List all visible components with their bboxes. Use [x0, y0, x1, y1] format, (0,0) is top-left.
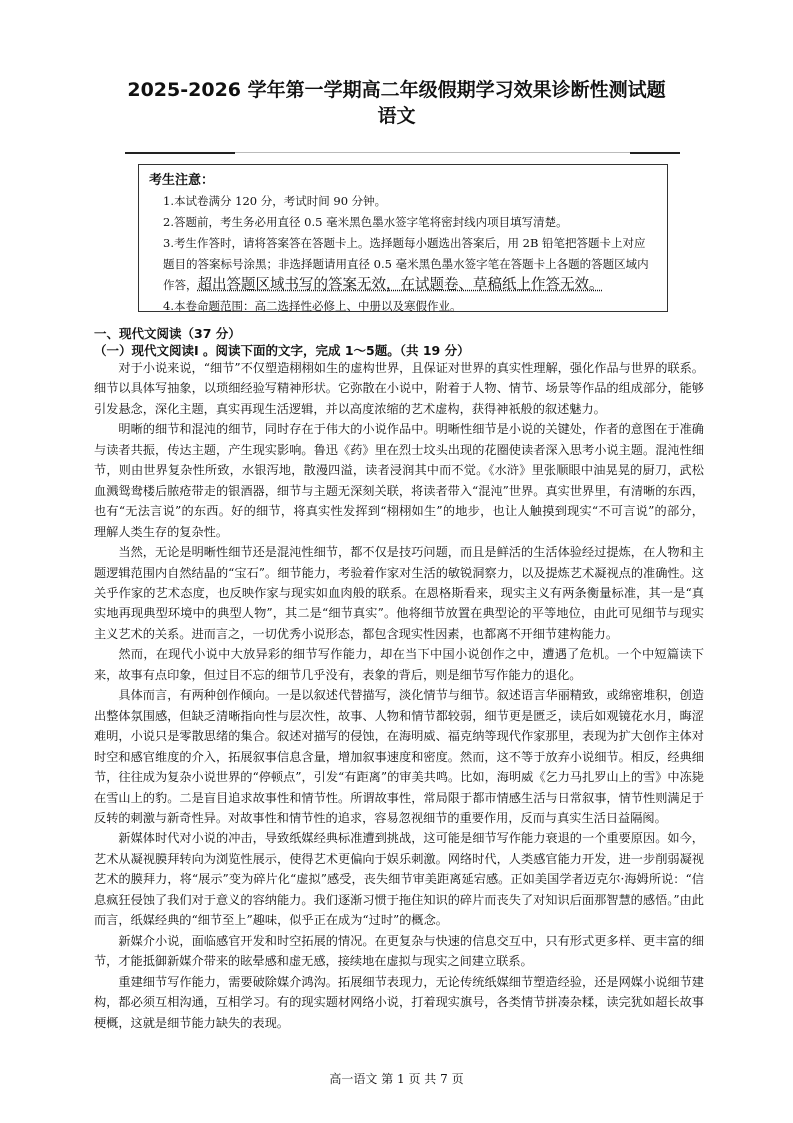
seal-line-right [630, 152, 680, 154]
notice-item-text: 3.考生作答时，请将答案答在答题卡上。选择题每小题选出答案后，用 2B 铅笔把答题卡上对应题目的答案标号涂黑；非选择题请用直径 0.5 毫米黑色墨水签字笔在答题卡上各题的答题区域内作答， [163, 236, 649, 292]
passage-paragraph: 新媒介小说，面临感官开发和时空拓展的情况。在更复杂与快速的信息交互中，只有形式更多样、更丰富的细节，才能抵御新媒介带来的眩晕感和虚无感，接续地在虚拟与现实之间建立联系。 [94, 933, 704, 969]
section-heading: 一、现代文阅读（37 分） [94, 326, 241, 341]
passage-paragraph: 对于小说来说，“细节”不仅塑造栩栩如生的虚构世界，且保证对世界的真实性理解，强化作品与世界的联系。细节以具体写抽象，以琐细经验写精神形状。它弥散在小说中，附着于人物、情节、场景等作品的组成部分，能够引发悬念，深化主题，真实再现生活逻辑，并以高度浓缩的艺术虚构，获得神祇般的叙述魅力。 [94, 361, 704, 416]
passage-paragraph: 当然，无论是明晰性细节还是混沌性细节，都不仅是技巧问题，而且是鲜活的生活体验经过提炼，在人物和主题逻辑范围内自然结晶的“宝石”。细节能力，考验着作家对生活的敏锐洞察力，以及提炼艺术凝视点的准确性。这关乎作家的艺术态度，也反映作家与现实如血肉般的联系。在恩格斯看来，现实主义有两条衡量标准，其一是“真实地再现典型环境中的典型人物”，其二是“细节真实”。他将细节放置在典型论的平等地位，由此可见细节与现实主义艺术的关系。进而言之，一切优秀小说形态，都包含现实性因素，也都离不开细节建构能力。 [94, 545, 704, 641]
passage-paragraph: 然而，在现代小说中大放异彩的细节写作能力，却在当下中国小说创作之中，遭遇了危机。一个中短篇读下来，故事有点印象，但过目不忘的细节几乎没有，表象的背后，则是细节写作能力的退化。 [94, 647, 704, 682]
passage-paragraph: 新媒体时代对小说的冲击，导致纸媒经典标准遭到挑战，这可能是细节写作能力衰退的一个重要原因。如今，艺术从凝视膜拜转向为浏览性展示，使得艺术更偏向于娱乐刺激。网络时代，人类感官能力开发，进一步削弱凝视艺术的膜拜力，将“展示”变为碎片化“虚拟”感受，丧失细节审美距离延宕感。正如美国学者迈克尔·海姆所说：“信息疯狂侵蚀了我们对于意义的容纳能力。我们逐渐习惯于拖住知识的碎片而丧失了对知识后面那智慧的感悟。”由此而言，纸媒经典的“细节至上”趣味，似乎正在成为“过时”的概念。 [94, 831, 704, 928]
exam-notice-box [138, 164, 668, 312]
notice-item: 4.本卷命题范围：高二选择性必修上、中册以及寒假作业。 [163, 299, 462, 313]
notice-item: 2.答题前，考生务必用直径 0.5 毫米黑色墨水签字笔将密封线内项目填写清楚。 [163, 215, 568, 229]
notice-item: 1.本试卷满分 120 分，考试时间 90 分钟。 [163, 194, 387, 208]
seal-line-left [125, 152, 235, 154]
subsection-heading: （一）现代文阅读Ⅰ 。阅读下面的文字，完成 1～5题。（共 19 分） [94, 343, 470, 358]
notice-heading: 考生注意： [149, 173, 215, 188]
seal-line-middle [235, 152, 630, 153]
passage-paragraph: 重建细节写作能力，需要破除媒介鸿沟。拓展细节表现力，无论传统纸媒细节塑造经验，还是网媒小说细节建构，都必须互相沟通，互相学习。有的现实题材网络小说，打着现实旗号，各类情节拼凑杂糅，读完犹如超长故事梗概，这就是细节能力缺失的表现。 [94, 974, 704, 1030]
exam-title: 2025-2026 学年第一学期高二年级假期学习效果诊断性测试题 [127, 79, 666, 101]
page-footer: 高一语文 第 1 页 共 7 页 [329, 1072, 464, 1086]
passage-paragraph: 具体而言，有两种创作倾向。一是以叙述代替描写，淡化情节与细节。叙述语言华丽精致，或绵密堆积，创造出整体氛围感，但缺乏清晰指向性与层次性，故事、人物和情节都较弱，细节更是匮乏，读后如观镜花水月，晦涩难明，小说只是零散思绪的集合。叙述对描写的侵蚀，在海明威、福克纳等现代作家那里，表现为扩大创作主体对时空和感官维度的介入，拓展叙事信息含量，增加叙事速度和密度。然而，这不等于放弃小说细节。相反，经典细节，往往成为复杂小说世界的“停顿点”，引发“有距离”的审美共鸣。比如，海明威《乞力马扎罗山上的雪》中冻毙在雪山上的豹。二是盲目追求故事性和情节性。所谓故事性，常局限于都市情感生活与日常叙事，情节性则满足于反转的刺激与新奇性异。对故事性和情节性的追求，容易忽视细节的重要作用，反而与真实生活日益隔阂。 [94, 688, 704, 825]
passage-paragraph: 明晰的细节和混沌的细节，同时存在于伟大的小说作品中。明晰性细节是小说的关键处，作者的意图在于准确与读者共振，传达主题，产生现实影响。鲁迅《药》里在烈士坟头出现的花圈使读者深入思考小说主题。混沌性细节，则由世界复杂性所致，水银泻地，散漫四溢，读者浸润其中而不觉。《水浒》里张顺眼中油晃晃的厨刀，武松血溅鸳鸯楼后脓疮带走的银酒器，细节与主题无深刻关联，将读者带入“混沌”世界。真实世界里，有清晰的东西，也有“无法言说”的东西。好的细节，将真实性发挥到“栩栩如生”的地步，也让人触摸到现实“不可言说”的部分，理解人类生存的复杂性。 [94, 422, 704, 539]
notice-item-emphasis: 超出答题区域书写的答案无效，在试题卷、草稿纸上作答无效。 [197, 277, 604, 293]
notice-item [149, 233, 657, 296]
exam-subject: 语文 [377, 105, 416, 127]
reading-passage [94, 358, 704, 1033]
